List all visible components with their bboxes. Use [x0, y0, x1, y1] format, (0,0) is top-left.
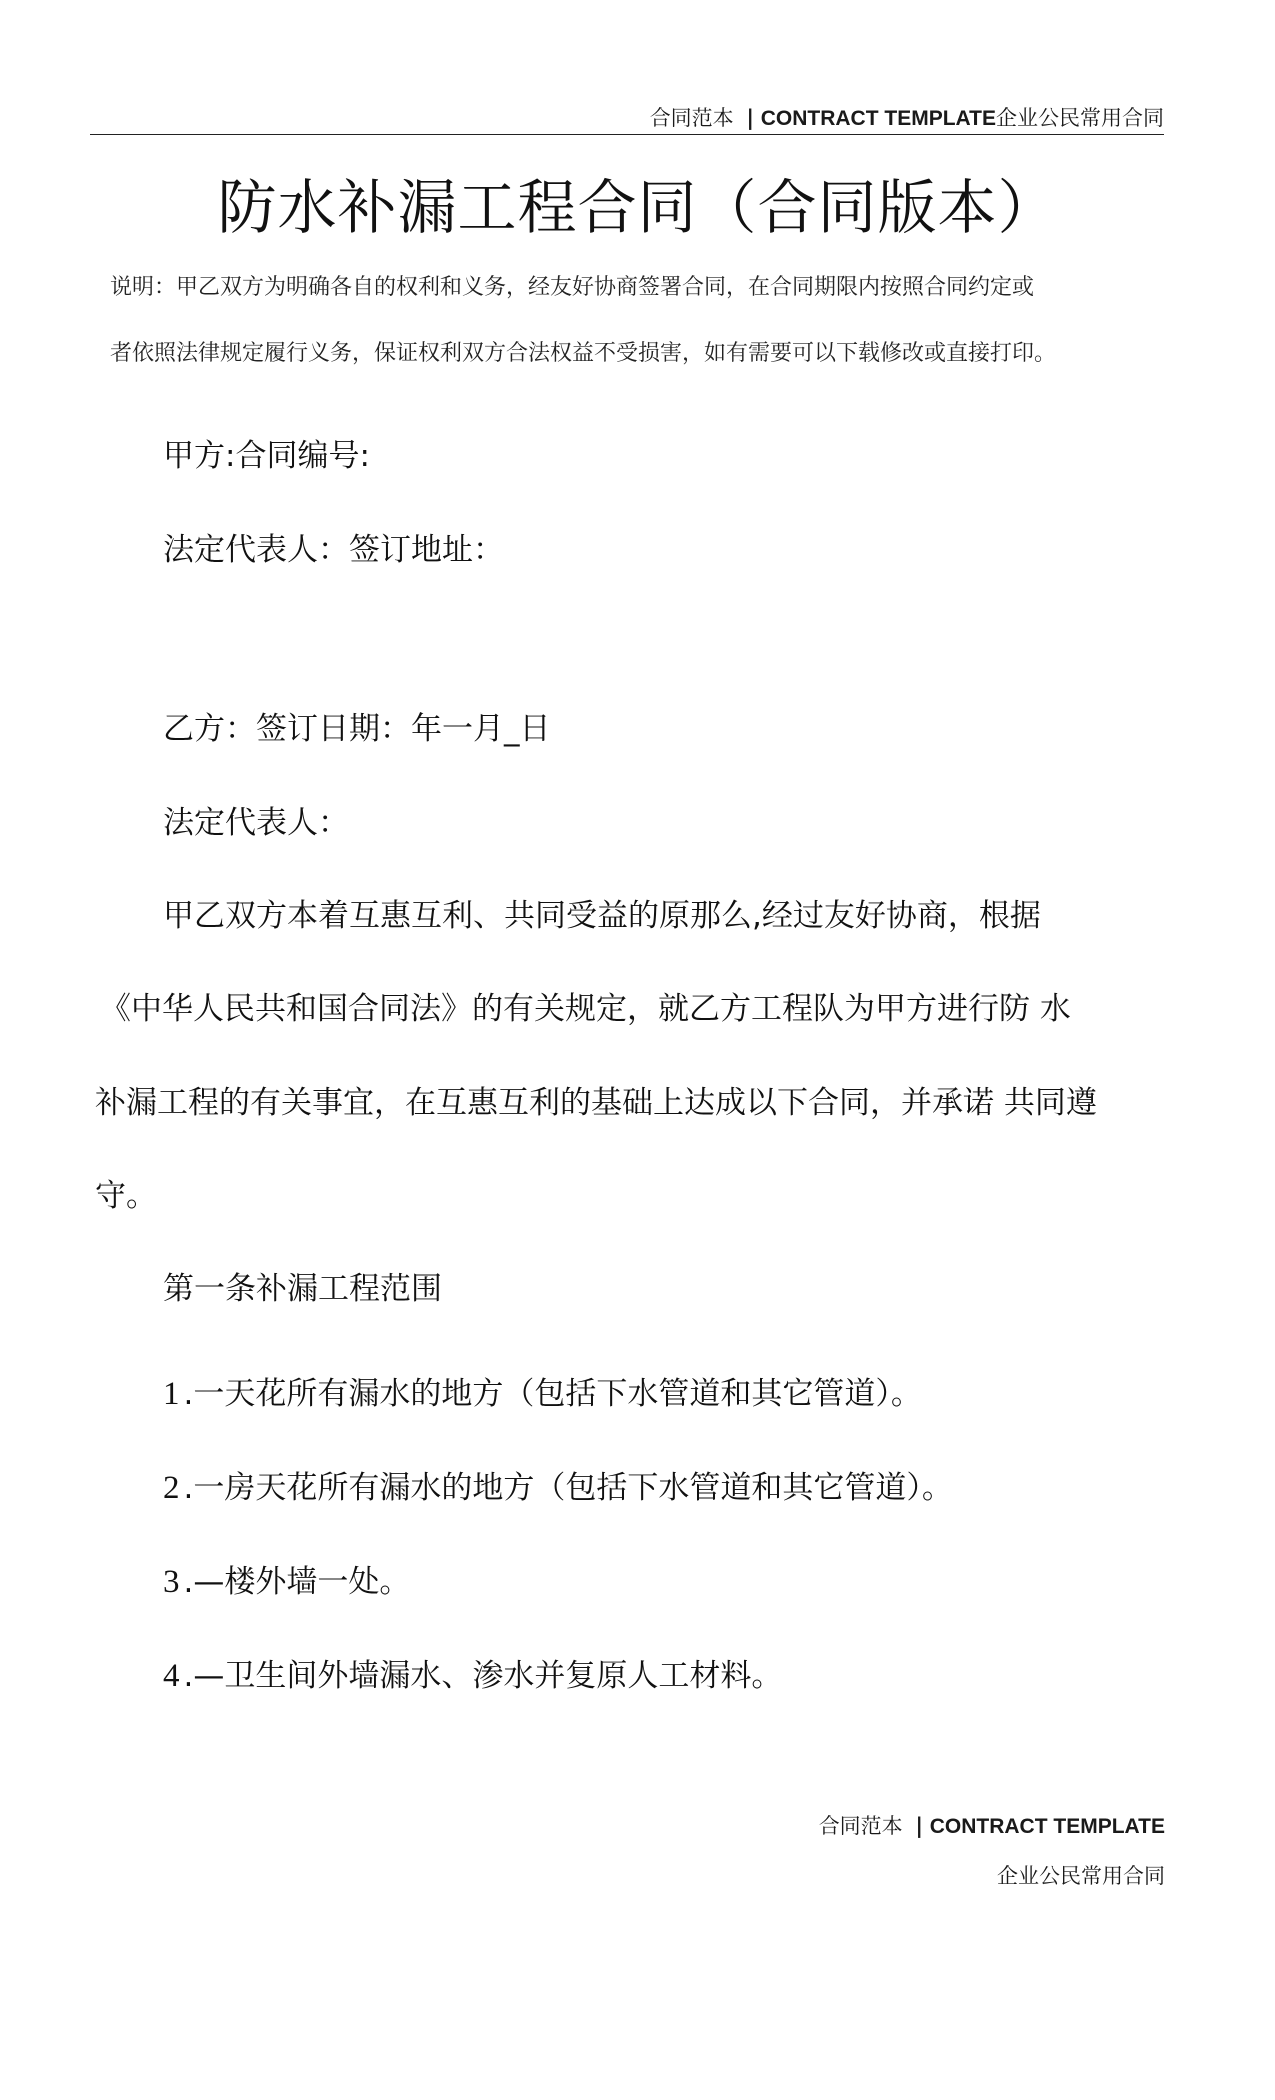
party-b-line: 乙方：签订日期：年一月_日: [163, 711, 551, 747]
header-label-cn: 合同范本: [649, 106, 734, 130]
scope-item-text: .—楼外墙一处。: [183, 1564, 411, 1600]
footer-line-2: 企业公民常用合同: [997, 1864, 1165, 1888]
body-paragraph-line-3: 补漏工程的有关事宜，在互惠互利的基础上达成以下合同，并承诺 共同遵: [95, 1085, 1097, 1121]
footer-label-cn: 合同范本: [818, 1814, 903, 1838]
scope-item-number: 2: [163, 1470, 180, 1506]
header-label-cn2: 企业公民常用合同: [996, 106, 1164, 130]
scope-item-3: [163, 1556, 410, 1601]
party-a-line: 甲方:合同编号:: [163, 438, 370, 474]
body-paragraph-line-2: 《中华人民共和国合同法》的有关规定，就乙方工程队为甲方进行防 水: [100, 991, 1071, 1027]
note-line-2: 者依照法律规定履行义务，保证权利双方合法权益不受损害，如有需要可以下载修改或直接打印。: [110, 341, 1057, 366]
scope-item-number: 4: [163, 1658, 180, 1694]
scope-item-number: 3: [163, 1564, 180, 1600]
header-separator: |: [746, 106, 755, 130]
scope-item-text: .—卫生间外墙漏水、渗水并复原人工材料。: [183, 1658, 783, 1694]
scope-item-text: .一天花所有漏水的地方（包括下水管道和其它管道）。: [183, 1376, 922, 1412]
footer-label-en: CONTRACT TEMPLATE: [929, 1815, 1165, 1838]
scope-item-number: 1: [163, 1376, 180, 1412]
note-line-1: 说明：甲乙双方为明确各自的权利和义务，经友好协商签署合同，在合同期限内按照合同约定或: [110, 275, 1035, 300]
document-title: 防水补漏工程合同（合同版本）: [217, 173, 1058, 242]
body-paragraph-line-1: 甲乙双方本着互惠互利、共同受益的原那么,经过友好协商，根据: [163, 898, 1041, 934]
scope-item-4: [163, 1650, 782, 1695]
page-header: [90, 100, 1164, 135]
section-1-heading: 第一条补漏工程范围: [163, 1271, 442, 1307]
header-label-en: CONTRACT TEMPLATE: [760, 107, 996, 130]
header-text: [650, 102, 1164, 132]
footer-line-1: [819, 1810, 1165, 1840]
party-b-representative-line: 法定代表人：: [163, 805, 349, 841]
scope-item-2: [163, 1462, 953, 1507]
footer-separator: |: [915, 1814, 924, 1838]
party-a-representative-line: 法定代表人：签订地址：: [163, 532, 504, 568]
scope-item-text: .一房天花所有漏水的地方（包括下水管道和其它管道）。: [183, 1470, 953, 1506]
body-paragraph-line-4: 守。: [95, 1178, 157, 1214]
scope-item-1: [163, 1368, 922, 1413]
